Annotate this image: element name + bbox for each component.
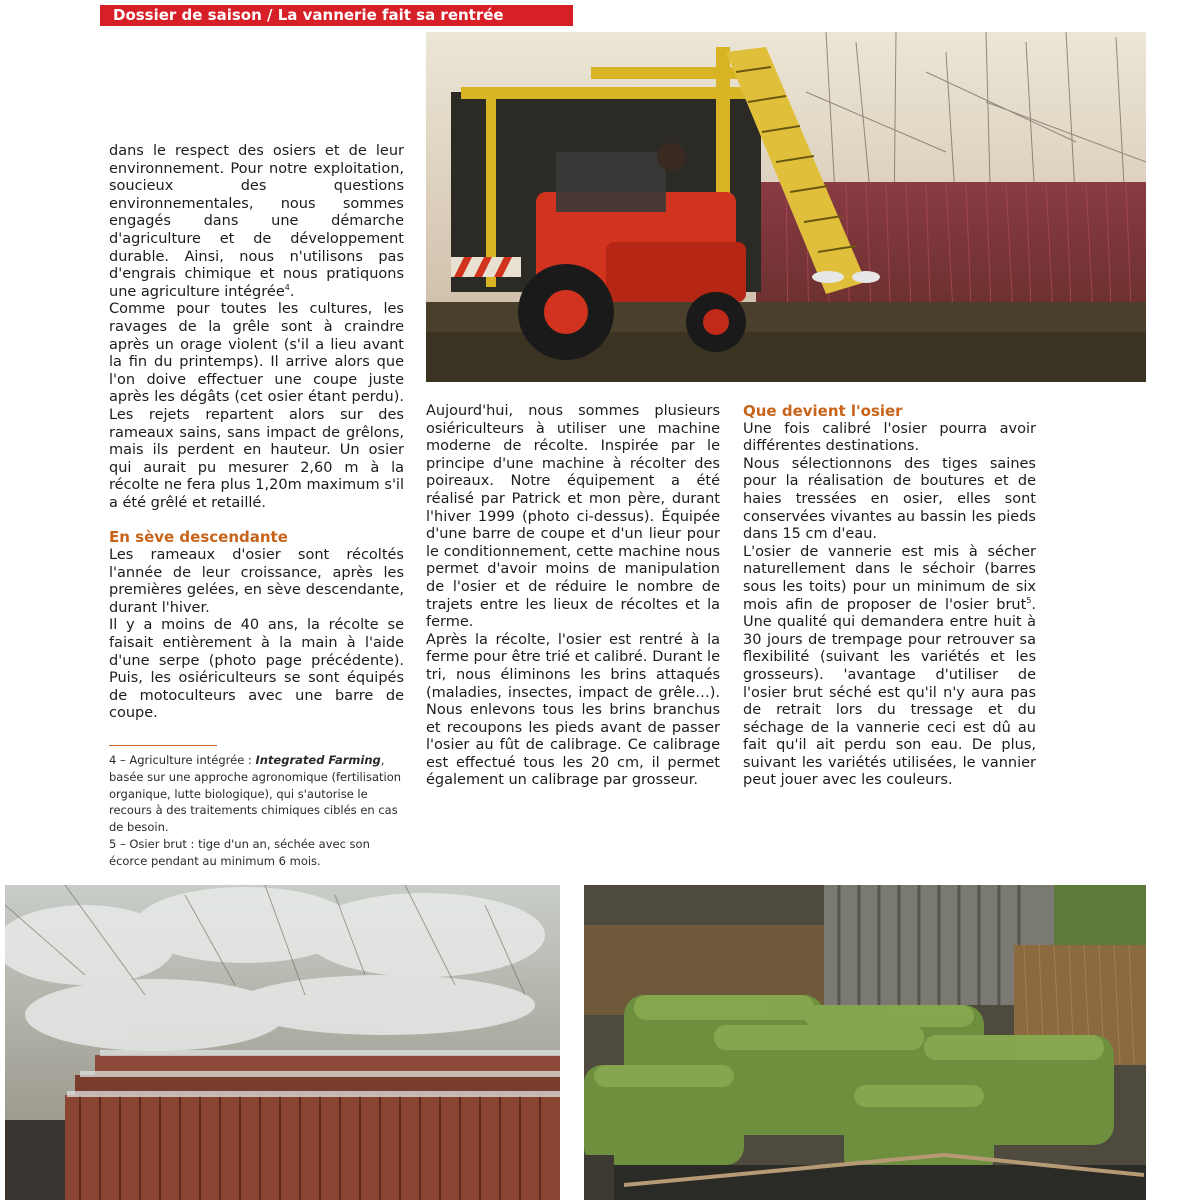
paragraph: Les rameaux d'osier sont récoltés l'année de leur croissance, après les premières gelées, en sève descendante, durant l'hiver. [109, 547, 404, 616]
paragraph: Nous sélectionnons des tiges saines pour la réalisation de boutures et de haies tressées en osier, elles sont conservées vivantes au bassin les pieds dans 15 cm d'eau. [743, 455, 1036, 543]
text-column-3 [743, 403, 1036, 790]
paragraph: Il y a moins de 40 ans, la récolte se faisait entièrement à la main à l'aide d'une serpe (photo page précédente). Puis, les osiériculteurs se sont équipés de motoculteurs avec une barre de coupe. [109, 617, 404, 722]
section-header-title: Dossier de saison / La vannerie fait sa rentrée [113, 6, 504, 24]
green-willow-basin-photo [584, 885, 1146, 1200]
footnotes [109, 745, 409, 870]
harvester-photo [426, 32, 1146, 382]
paragraph: Comme pour toutes les cultures, les ravages de la grêle sont à craindre après un orage violent (s'il a lieu avant la fin du printemps). Il arrive alors que l'on doive effectuer une coupe juste après les dégâts (cet osier étant perdu). Les rejets repartent alors sur des rameaux sains, sans impact de grêlons, mais ils perdent en hauteur. Un osier qui aurait pu mesurer 2,60 m à la récolte ne fera plus 1,20m maximum s'il a été grêlé et retaillé. [109, 301, 404, 511]
footnote-ref: 5 [1026, 595, 1032, 605]
section-heading: Que devient l'osier [743, 402, 903, 420]
willow-bundles-photo [5, 885, 560, 1200]
paragraph: L'osier de vannerie est mis à sécher naturellement dans le séchoir (barres sous les toits) pour un minimum de six mois afin de proposer de l'osier brut$^5$. Une qualité qui demandera entre huit à 30 jours de trempage pour retrouver sa flexibilité (suivant les variétés et les grosseurs). 'avantage d'utiliser de l'osier brut séché est qu'il n'y aura pas de retrait lors du tressage et du séchage de la vannerie ceci est dû au fait qu'il ait perdu son eau. De plus, suivant les variétés utilisées, le vannier peut jouer avec les couleurs. [743, 543, 1036, 789]
paragraph: Aujourd'hui, nous sommes plusieurs osiériculteurs à utiliser une machine moderne de récolte. Inspirée par le principe d'une machine à récolter des poireaux. Notre équipement a été réalisé par Patrick et mon père, durant l'hiver 1999 (photo ci-dessus). Équipée d'une barre de coupe et d'un lieur pour le conditionnement, cette machine nous permet d'avoir moins de manipulation de l'osier et de réduire le nombre de trajets entre les lieux de récoltes et la ferme. [426, 403, 720, 631]
text-column-1 [109, 143, 404, 723]
text-column-2 [426, 403, 720, 790]
paragraph: dans le respect des osiers et de leur environnement. Pour notre exploitation, soucieux des questions environnementales, nous sommes engagés dans une démarche d'agriculture et de développement durable. Ainsi, nous n'utilisons pas d'engrais chimique et nous pratiquons une agriculture intégrée$^4$. [109, 143, 404, 300]
section-header [100, 5, 573, 26]
paragraph: Une fois calibré l'osier pourra avoir différentes destinations. [743, 420, 1036, 455]
paragraph: Après la récolte, l'osier est rentré à la ferme pour être trié et calibré. Durant le tri, nous éliminons les brins attaqués (maladies, insectes, impact de grêle…). Nous enlevons tous les brins branchus et recoupons les pieds avant de passer l'osier au fût de calibrage. Ce calibrage est effectué tous les 20 cm, il permet également un calibrage par grosseur. [426, 631, 720, 789]
section-heading: En sève descendante [109, 528, 288, 547]
footnote-divider [109, 745, 217, 746]
footnote-ref: 4 [284, 282, 290, 292]
footnote-4: 4 – Agriculture intégrée : Integrated Farming, basée sur une approche agronomique (fertilisation organique, lutte biologique), qui s'autorise le recours à des traitements chimiques ciblés en cas de besoin. [109, 753, 402, 835]
footnote-5: 5 – Osier brut : tige d'un an, séchée avec son écorce pendant au minimum 6 mois. [109, 836, 370, 868]
